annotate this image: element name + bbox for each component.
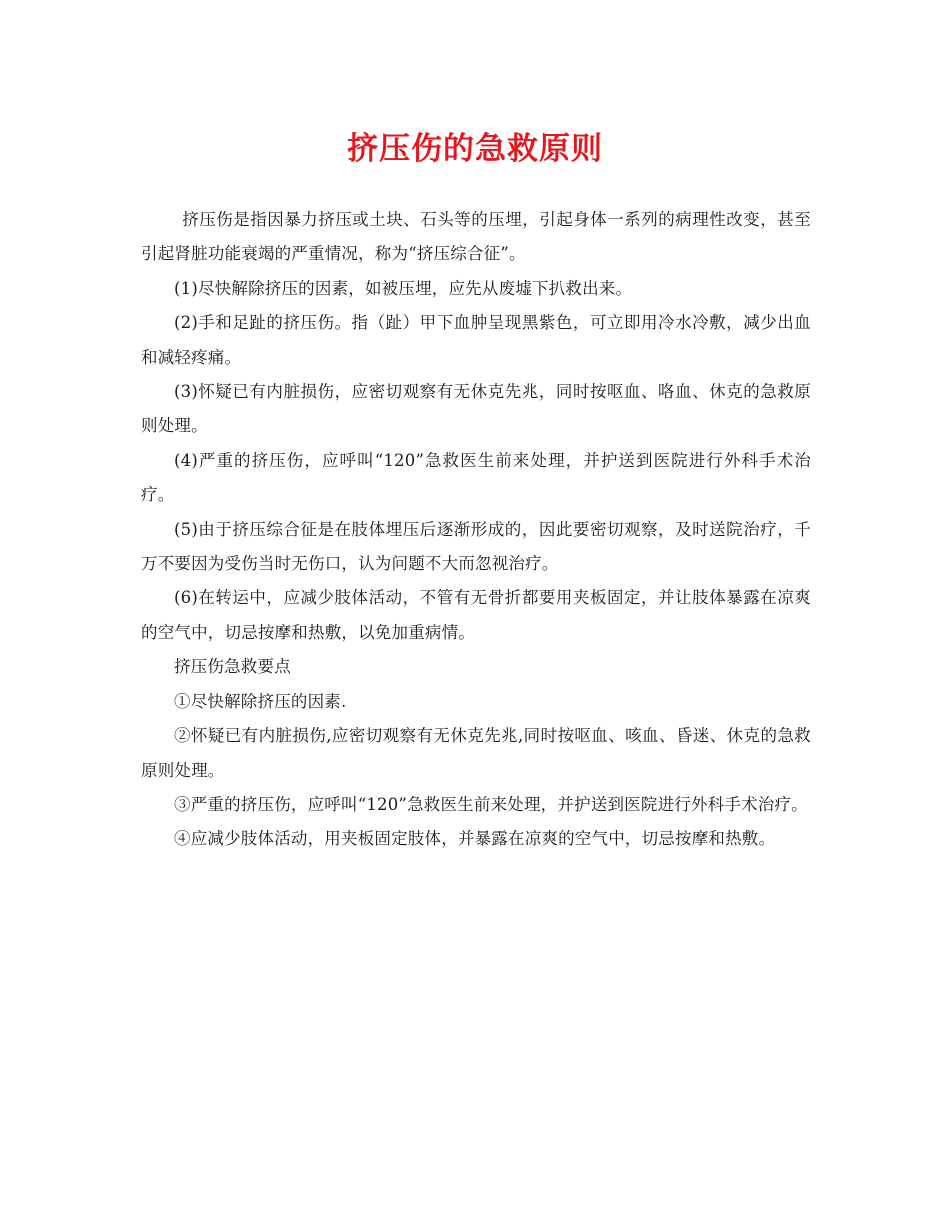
- key-point-1: ①尽快解除挤压的因素.: [174, 691, 347, 711]
- key-points-heading: 挤压伤急救要点: [174, 657, 291, 677]
- intro-paragraph: 挤压伤是指因暴力挤压或土块、石头等的压埋，引起身体一系列的病理性改变，甚至引起肾脏功能衰竭的严重情况，称为“挤压综合征”。: [141, 210, 811, 264]
- key-point-4: ④应减少肢体活动，用夹板固定肢体，并暴露在凉爽的空气中，切忌按摩和热敷。: [174, 829, 776, 849]
- key-point-2: ②怀疑已有内脏损伤,应密切观察有无休克先兆,同时按呕血、咳血、昏迷、休克的急救原则处理。: [141, 726, 811, 780]
- document-body: [141, 203, 811, 857]
- principle-3: (3)怀疑已有内脏损伤，应密切观察有无休克先兆，同时按呕血、咯血、休克的急救原则处理。: [141, 382, 811, 436]
- key-point-3: ③严重的挤压伤，应呼叫“120”急救医生前来处理，并护送到医院进行外科手术治疗。: [174, 794, 808, 814]
- principle-4: (4)严重的挤压伤，应呼叫“120”急救医生前来处理，并护送到医院进行外科手术治疗。: [141, 450, 811, 505]
- principle-6: (6)在转运中，应减少肢体活动，不管有无骨折都要用夹板固定，并让肢体暴露在凉爽的空气中，切忌按摩和热敷，以免加重病情。: [141, 588, 811, 642]
- principle-5: (5)由于挤压综合征是在肢体埋压后逐渐形成的，因此要密切观察，及时送院治疗，千万不要因为受伤当时无伤口，认为问题不大而忽视治疗。: [141, 519, 811, 574]
- principle-1: (1)尽快解除挤压的因素，如被压埋，应先从废墟下扒救出来。: [174, 278, 633, 298]
- principle-2: (2)手和足趾的挤压伤。指（趾）甲下血肿呈现黑紫色，可立即用冷水冷敷，减少出血和减轻疼痛。: [141, 313, 811, 367]
- document-title: 挤压伤的急救原则: [347, 131, 603, 167]
